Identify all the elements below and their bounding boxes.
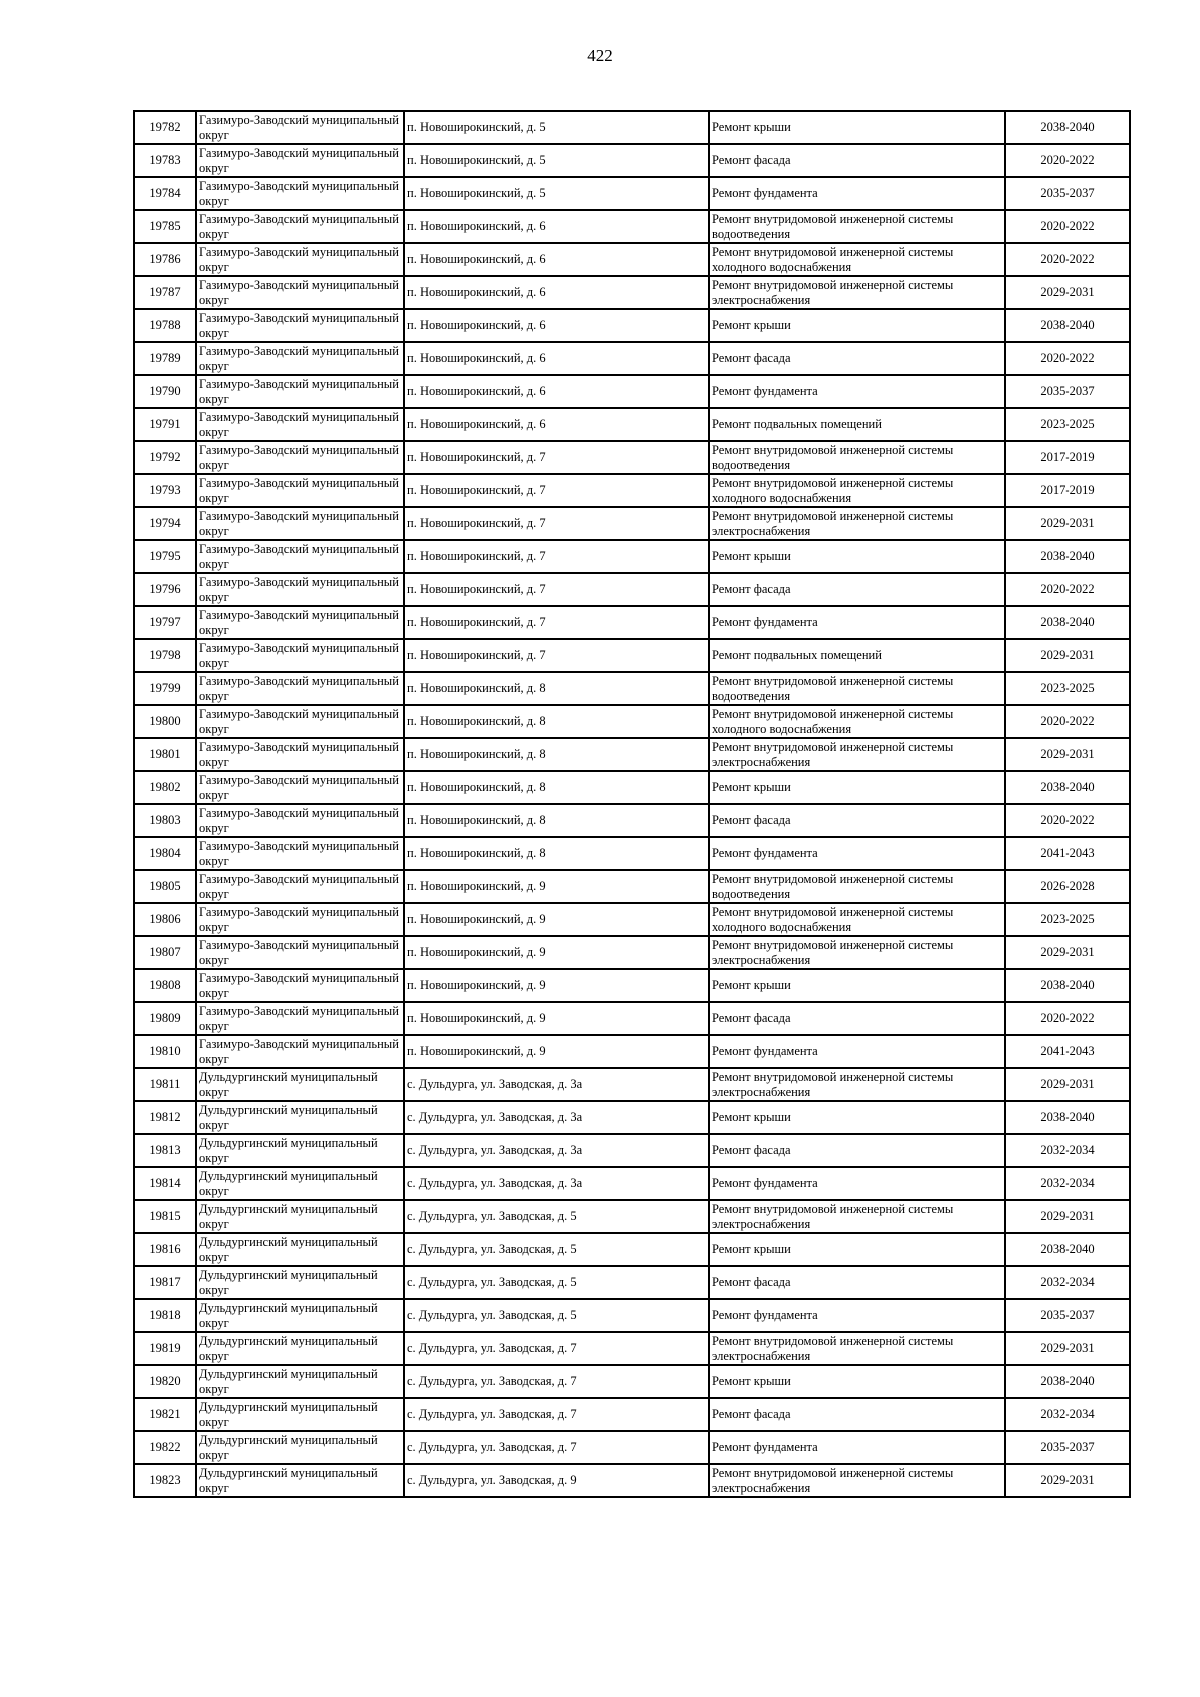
address-cell: с. Дульдурга, ул. Заводская, д. 3а (404, 1068, 709, 1101)
work-type-cell: Ремонт фасада (709, 1398, 1005, 1431)
work-type-cell: Ремонт подвальных помещений (709, 639, 1005, 672)
table-row (134, 870, 1130, 903)
district-cell: Газимуро-Заводский муниципальный округ (196, 177, 404, 210)
district-cell: Газимуро-Заводский муниципальный округ (196, 969, 404, 1002)
district-cell: Газимуро-Заводский муниципальный округ (196, 903, 404, 936)
address-cell: с. Дульдурга, ул. Заводская, д. 3а (404, 1167, 709, 1200)
work-type-cell: Ремонт фундамента (709, 177, 1005, 210)
work-type-cell: Ремонт внутридомовой инженерной системы водоотведения (709, 441, 1005, 474)
row-number-cell: 19786 (134, 243, 196, 276)
table-row (134, 969, 1130, 1002)
address-cell: п. Новоширокинский, д. 7 (404, 474, 709, 507)
address-cell: с. Дульдурга, ул. Заводская, д. 7 (404, 1365, 709, 1398)
period-cell: 2038-2040 (1005, 1101, 1130, 1134)
district-cell: Газимуро-Заводский муниципальный округ (196, 573, 404, 606)
work-type-cell: Ремонт внутридомовой инженерной системы холодного водоснабжения (709, 243, 1005, 276)
address-cell: п. Новоширокинский, д. 8 (404, 738, 709, 771)
row-number-cell: 19815 (134, 1200, 196, 1233)
district-cell: Дульдургинский муниципальный округ (196, 1398, 404, 1431)
work-type-cell: Ремонт внутридомовой инженерной системы электроснабжения (709, 1464, 1005, 1497)
table-row (134, 771, 1130, 804)
district-cell: Газимуро-Заводский муниципальный округ (196, 441, 404, 474)
work-type-cell: Ремонт внутридомовой инженерной системы водоотведения (709, 672, 1005, 705)
work-type-cell: Ремонт крыши (709, 111, 1005, 144)
row-number-cell: 19801 (134, 738, 196, 771)
address-cell: п. Новоширокинский, д. 8 (404, 771, 709, 804)
work-type-cell: Ремонт фасада (709, 1266, 1005, 1299)
table-row (134, 903, 1130, 936)
address-cell: п. Новоширокинский, д. 8 (404, 705, 709, 738)
period-cell: 2029-2031 (1005, 1068, 1130, 1101)
district-cell: Газимуро-Заводский муниципальный округ (196, 474, 404, 507)
row-number-cell: 19809 (134, 1002, 196, 1035)
district-cell: Дульдургинский муниципальный округ (196, 1332, 404, 1365)
address-cell: п. Новоширокинский, д. 7 (404, 507, 709, 540)
address-cell: п. Новоширокинский, д. 8 (404, 804, 709, 837)
address-cell: с. Дульдурга, ул. Заводская, д. 7 (404, 1332, 709, 1365)
table-row (134, 507, 1130, 540)
district-cell: Газимуро-Заводский муниципальный округ (196, 342, 404, 375)
work-type-cell: Ремонт фундамента (709, 606, 1005, 639)
table-row (134, 144, 1130, 177)
period-cell: 2026-2028 (1005, 870, 1130, 903)
address-cell: п. Новоширокинский, д. 6 (404, 375, 709, 408)
address-cell: п. Новоширокинский, д. 9 (404, 936, 709, 969)
row-number-cell: 19818 (134, 1299, 196, 1332)
table-row (134, 1464, 1130, 1497)
table-row (134, 1002, 1130, 1035)
row-number-cell: 19783 (134, 144, 196, 177)
table-row (134, 837, 1130, 870)
district-cell: Газимуро-Заводский муниципальный округ (196, 540, 404, 573)
period-cell: 2038-2040 (1005, 540, 1130, 573)
row-number-cell: 19794 (134, 507, 196, 540)
address-cell: с. Дульдурга, ул. Заводская, д. 5 (404, 1266, 709, 1299)
table-row (134, 1266, 1130, 1299)
table-row (134, 1299, 1130, 1332)
table-row (134, 375, 1130, 408)
district-cell: Газимуро-Заводский муниципальный округ (196, 144, 404, 177)
period-cell: 2017-2019 (1005, 441, 1130, 474)
period-cell: 2020-2022 (1005, 573, 1130, 606)
work-type-cell: Ремонт внутридомовой инженерной системы электроснабжения (709, 1332, 1005, 1365)
district-cell: Дульдургинский муниципальный округ (196, 1068, 404, 1101)
district-cell: Дульдургинский муниципальный округ (196, 1200, 404, 1233)
table-row (134, 243, 1130, 276)
district-cell: Газимуро-Заводский муниципальный округ (196, 507, 404, 540)
period-cell: 2038-2040 (1005, 309, 1130, 342)
period-cell: 2041-2043 (1005, 837, 1130, 870)
table-row (134, 1431, 1130, 1464)
period-cell: 2041-2043 (1005, 1035, 1130, 1068)
address-cell: п. Новоширокинский, д. 9 (404, 1035, 709, 1068)
row-number-cell: 19816 (134, 1233, 196, 1266)
table-row (134, 738, 1130, 771)
district-cell: Газимуро-Заводский муниципальный округ (196, 771, 404, 804)
address-cell: п. Новоширокинский, д. 7 (404, 441, 709, 474)
table-row (134, 474, 1130, 507)
work-type-cell: Ремонт внутридомовой инженерной системы электроснабжения (709, 1068, 1005, 1101)
period-cell: 2029-2031 (1005, 1200, 1130, 1233)
table-row (134, 672, 1130, 705)
address-cell: п. Новоширокинский, д. 7 (404, 573, 709, 606)
row-number-cell: 19804 (134, 837, 196, 870)
work-type-cell: Ремонт крыши (709, 1101, 1005, 1134)
row-number-cell: 19790 (134, 375, 196, 408)
address-cell: п. Новоширокинский, д. 9 (404, 969, 709, 1002)
period-cell: 2029-2031 (1005, 1464, 1130, 1497)
row-number-cell: 19795 (134, 540, 196, 573)
work-type-cell: Ремонт внутридомовой инженерной системы электроснабжения (709, 1200, 1005, 1233)
district-cell: Газимуро-Заводский муниципальный округ (196, 936, 404, 969)
work-type-cell: Ремонт фундамента (709, 1167, 1005, 1200)
row-number-cell: 19803 (134, 804, 196, 837)
address-cell: п. Новоширокинский, д. 5 (404, 177, 709, 210)
row-number-cell: 19806 (134, 903, 196, 936)
work-type-cell: Ремонт внутридомовой инженерной системы электроснабжения (709, 276, 1005, 309)
period-cell: 2029-2031 (1005, 639, 1130, 672)
work-type-cell: Ремонт фасада (709, 1134, 1005, 1167)
row-number-cell: 19814 (134, 1167, 196, 1200)
district-cell: Дульдургинский муниципальный округ (196, 1233, 404, 1266)
work-type-cell: Ремонт фундамента (709, 1299, 1005, 1332)
district-cell: Газимуро-Заводский муниципальный округ (196, 606, 404, 639)
row-number-cell: 19808 (134, 969, 196, 1002)
district-cell: Газимуро-Заводский муниципальный округ (196, 243, 404, 276)
district-cell: Газимуро-Заводский муниципальный округ (196, 408, 404, 441)
row-number-cell: 19805 (134, 870, 196, 903)
table-row (134, 210, 1130, 243)
district-cell: Газимуро-Заводский муниципальный округ (196, 309, 404, 342)
work-type-cell: Ремонт фасада (709, 804, 1005, 837)
work-type-cell: Ремонт фасада (709, 573, 1005, 606)
work-type-cell: Ремонт крыши (709, 1233, 1005, 1266)
address-cell: п. Новоширокинский, д. 6 (404, 408, 709, 441)
address-cell: с. Дульдурга, ул. Заводская, д. 5 (404, 1200, 709, 1233)
work-type-cell: Ремонт крыши (709, 540, 1005, 573)
period-cell: 2038-2040 (1005, 1233, 1130, 1266)
table-row (134, 441, 1130, 474)
work-type-cell: Ремонт внутридомовой инженерной системы электроснабжения (709, 936, 1005, 969)
period-cell: 2038-2040 (1005, 771, 1130, 804)
repair-schedule-table (133, 110, 1131, 1498)
row-number-cell: 19819 (134, 1332, 196, 1365)
work-type-cell: Ремонт внутридомовой инженерной системы электроснабжения (709, 738, 1005, 771)
row-number-cell: 19813 (134, 1134, 196, 1167)
work-type-cell: Ремонт фасада (709, 342, 1005, 375)
address-cell: с. Дульдурга, ул. Заводская, д. 7 (404, 1398, 709, 1431)
row-number-cell: 19787 (134, 276, 196, 309)
address-cell: п. Новоширокинский, д. 6 (404, 276, 709, 309)
row-number-cell: 19821 (134, 1398, 196, 1431)
district-cell: Газимуро-Заводский муниципальный округ (196, 804, 404, 837)
period-cell: 2023-2025 (1005, 408, 1130, 441)
district-cell: Дульдургинский муниципальный округ (196, 1134, 404, 1167)
row-number-cell: 19784 (134, 177, 196, 210)
row-number-cell: 19800 (134, 705, 196, 738)
district-cell: Газимуро-Заводский муниципальный округ (196, 1035, 404, 1068)
row-number-cell: 19796 (134, 573, 196, 606)
period-cell: 2020-2022 (1005, 144, 1130, 177)
address-cell: п. Новоширокинский, д. 5 (404, 144, 709, 177)
row-number-cell: 19823 (134, 1464, 196, 1497)
period-cell: 2020-2022 (1005, 804, 1130, 837)
row-number-cell: 19812 (134, 1101, 196, 1134)
work-type-cell: Ремонт внутридомовой инженерной системы холодного водоснабжения (709, 474, 1005, 507)
period-cell: 2020-2022 (1005, 705, 1130, 738)
table-row (134, 1068, 1130, 1101)
period-cell: 2032-2034 (1005, 1398, 1130, 1431)
district-cell: Дульдургинский муниципальный округ (196, 1266, 404, 1299)
row-number-cell: 19789 (134, 342, 196, 375)
table-row (134, 1167, 1130, 1200)
table-row (134, 1233, 1130, 1266)
address-cell: п. Новоширокинский, д. 8 (404, 837, 709, 870)
table-row (134, 1332, 1130, 1365)
district-cell: Дульдургинский муниципальный округ (196, 1167, 404, 1200)
row-number-cell: 19785 (134, 210, 196, 243)
district-cell: Дульдургинский муниципальный округ (196, 1365, 404, 1398)
work-type-cell: Ремонт внутридомовой инженерной системы водоотведения (709, 210, 1005, 243)
address-cell: п. Новоширокинский, д. 5 (404, 111, 709, 144)
period-cell: 2023-2025 (1005, 672, 1130, 705)
period-cell: 2020-2022 (1005, 1002, 1130, 1035)
table-row (134, 1365, 1130, 1398)
work-type-cell: Ремонт фасада (709, 1002, 1005, 1035)
period-cell: 2029-2031 (1005, 1332, 1130, 1365)
table-row (134, 573, 1130, 606)
period-cell: 2032-2034 (1005, 1167, 1130, 1200)
table-row (134, 540, 1130, 573)
row-number-cell: 19807 (134, 936, 196, 969)
table-row (134, 111, 1130, 144)
district-cell: Газимуро-Заводский муниципальный округ (196, 672, 404, 705)
row-number-cell: 19817 (134, 1266, 196, 1299)
table-body (134, 111, 1130, 1497)
row-number-cell: 19822 (134, 1431, 196, 1464)
work-type-cell: Ремонт внутридомовой инженерной системы холодного водоснабжения (709, 705, 1005, 738)
table-row (134, 1200, 1130, 1233)
period-cell: 2023-2025 (1005, 903, 1130, 936)
period-cell: 2029-2031 (1005, 738, 1130, 771)
period-cell: 2020-2022 (1005, 210, 1130, 243)
table-row (134, 1398, 1130, 1431)
address-cell: с. Дульдурга, ул. Заводская, д. 7 (404, 1431, 709, 1464)
table-row (134, 177, 1130, 210)
row-number-cell: 19793 (134, 474, 196, 507)
district-cell: Дульдургинский муниципальный округ (196, 1101, 404, 1134)
district-cell: Газимуро-Заводский муниципальный округ (196, 870, 404, 903)
work-type-cell: Ремонт фасада (709, 144, 1005, 177)
district-cell: Газимуро-Заводский муниципальный округ (196, 1002, 404, 1035)
table-row (134, 705, 1130, 738)
period-cell: 2017-2019 (1005, 474, 1130, 507)
district-cell: Газимуро-Заводский муниципальный округ (196, 837, 404, 870)
row-number-cell: 19788 (134, 309, 196, 342)
row-number-cell: 19820 (134, 1365, 196, 1398)
period-cell: 2032-2034 (1005, 1266, 1130, 1299)
address-cell: с. Дульдурга, ул. Заводская, д. 3а (404, 1101, 709, 1134)
address-cell: п. Новоширокинский, д. 7 (404, 540, 709, 573)
address-cell: п. Новоширокинский, д. 7 (404, 639, 709, 672)
period-cell: 2029-2031 (1005, 507, 1130, 540)
work-type-cell: Ремонт внутридомовой инженерной системы холодного водоснабжения (709, 903, 1005, 936)
address-cell: п. Новоширокинский, д. 9 (404, 870, 709, 903)
period-cell: 2038-2040 (1005, 1365, 1130, 1398)
table-row (134, 606, 1130, 639)
district-cell: Газимуро-Заводский муниципальный округ (196, 738, 404, 771)
row-number-cell: 19810 (134, 1035, 196, 1068)
district-cell: Газимуро-Заводский муниципальный округ (196, 210, 404, 243)
row-number-cell: 19792 (134, 441, 196, 474)
district-cell: Газимуро-Заводский муниципальный округ (196, 705, 404, 738)
table-row (134, 1101, 1130, 1134)
period-cell: 2035-2037 (1005, 1431, 1130, 1464)
address-cell: п. Новоширокинский, д. 6 (404, 210, 709, 243)
district-cell: Газимуро-Заводский муниципальный округ (196, 375, 404, 408)
address-cell: п. Новоширокинский, д. 9 (404, 903, 709, 936)
address-cell: п. Новоширокинский, д. 7 (404, 606, 709, 639)
work-type-cell: Ремонт фундамента (709, 1431, 1005, 1464)
row-number-cell: 19791 (134, 408, 196, 441)
district-cell: Газимуро-Заводский муниципальный округ (196, 639, 404, 672)
work-type-cell: Ремонт крыши (709, 771, 1005, 804)
work-type-cell: Ремонт крыши (709, 969, 1005, 1002)
table-row (134, 804, 1130, 837)
period-cell: 2038-2040 (1005, 969, 1130, 1002)
district-cell: Газимуро-Заводский муниципальный округ (196, 276, 404, 309)
table-row (134, 276, 1130, 309)
row-number-cell: 19797 (134, 606, 196, 639)
work-type-cell: Ремонт фундамента (709, 1035, 1005, 1068)
address-cell: п. Новоширокинский, д. 6 (404, 309, 709, 342)
address-cell: с. Дульдурга, ул. Заводская, д. 5 (404, 1299, 709, 1332)
table-row (134, 936, 1130, 969)
address-cell: с. Дульдурга, ул. Заводская, д. 3а (404, 1134, 709, 1167)
period-cell: 2029-2031 (1005, 276, 1130, 309)
work-type-cell: Ремонт подвальных помещений (709, 408, 1005, 441)
table-row (134, 408, 1130, 441)
period-cell: 2038-2040 (1005, 606, 1130, 639)
work-type-cell: Ремонт внутридомовой инженерной системы электроснабжения (709, 507, 1005, 540)
address-cell: п. Новоширокинский, д. 8 (404, 672, 709, 705)
table-row (134, 1134, 1130, 1167)
address-cell: п. Новоширокинский, д. 6 (404, 342, 709, 375)
period-cell: 2020-2022 (1005, 243, 1130, 276)
address-cell: п. Новоширокинский, д. 6 (404, 243, 709, 276)
district-cell: Дульдургинский муниципальный округ (196, 1431, 404, 1464)
work-type-cell: Ремонт внутридомовой инженерной системы водоотведения (709, 870, 1005, 903)
row-number-cell: 19798 (134, 639, 196, 672)
row-number-cell: 19811 (134, 1068, 196, 1101)
row-number-cell: 19782 (134, 111, 196, 144)
work-type-cell: Ремонт фундамента (709, 375, 1005, 408)
row-number-cell: 19799 (134, 672, 196, 705)
work-type-cell: Ремонт крыши (709, 309, 1005, 342)
district-cell: Газимуро-Заводский муниципальный округ (196, 111, 404, 144)
district-cell: Дульдургинский муниципальный округ (196, 1464, 404, 1497)
period-cell: 2029-2031 (1005, 936, 1130, 969)
table-row (134, 639, 1130, 672)
period-cell: 2035-2037 (1005, 375, 1130, 408)
period-cell: 2038-2040 (1005, 111, 1130, 144)
table-row (134, 1035, 1130, 1068)
period-cell: 2020-2022 (1005, 342, 1130, 375)
district-cell: Дульдургинский муниципальный округ (196, 1299, 404, 1332)
work-type-cell: Ремонт крыши (709, 1365, 1005, 1398)
address-cell: с. Дульдурга, ул. Заводская, д. 9 (404, 1464, 709, 1497)
address-cell: п. Новоширокинский, д. 9 (404, 1002, 709, 1035)
row-number-cell: 19802 (134, 771, 196, 804)
table-row (134, 342, 1130, 375)
address-cell: с. Дульдурга, ул. Заводская, д. 5 (404, 1233, 709, 1266)
period-cell: 2035-2037 (1005, 1299, 1130, 1332)
work-type-cell: Ремонт фундамента (709, 837, 1005, 870)
period-cell: 2035-2037 (1005, 177, 1130, 210)
table-row (134, 309, 1130, 342)
page-number: 422 (587, 46, 613, 65)
period-cell: 2032-2034 (1005, 1134, 1130, 1167)
